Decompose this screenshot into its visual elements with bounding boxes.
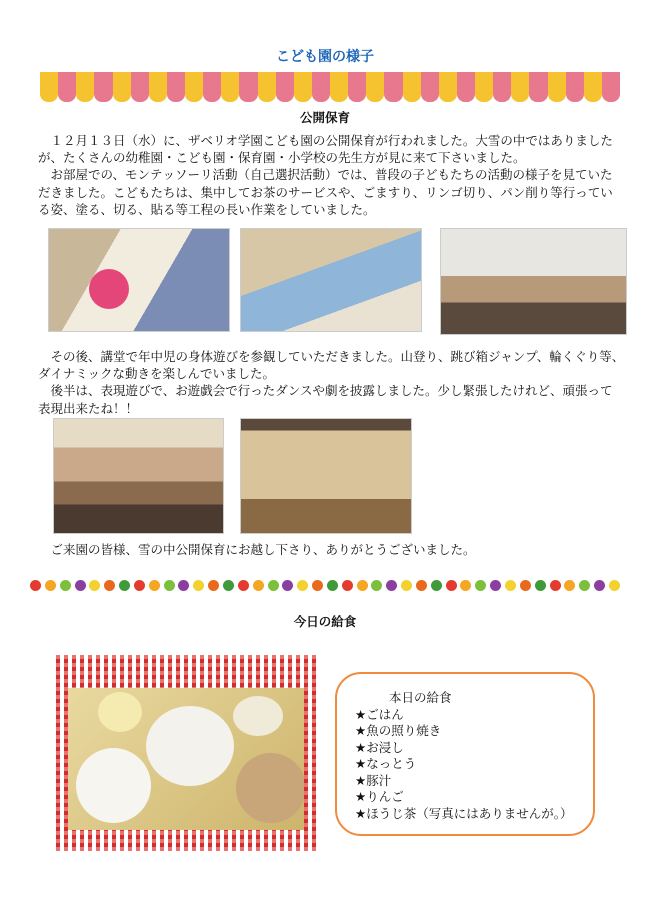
flower-shape bbox=[89, 269, 129, 309]
text-line: １２月１３日（水）に、ザベリオ学園こども園の公開保育が行われました。大雪の中ではありました bbox=[38, 133, 613, 148]
vegetable-icon bbox=[550, 580, 561, 591]
photo-children-activity bbox=[240, 228, 422, 332]
awning-stripe bbox=[76, 72, 94, 102]
vegetable-icon bbox=[223, 580, 234, 591]
vegetable-icon bbox=[327, 580, 338, 591]
photo-children-flowers bbox=[48, 228, 230, 332]
vegetable-icon bbox=[75, 580, 86, 591]
vegetable-icon bbox=[193, 580, 204, 591]
vegetable-icon bbox=[253, 580, 264, 591]
awning-stripe bbox=[203, 72, 221, 102]
lunch-menu-box bbox=[335, 672, 595, 836]
vegetable-icon bbox=[490, 580, 501, 591]
awning-stripe bbox=[330, 72, 348, 102]
text-line: その後、講堂で年中児の身体遊びを参観していただきました。山登り、跳び箱ジャンプ、輪くぐり等、 bbox=[38, 349, 625, 364]
natto-dish bbox=[233, 696, 283, 736]
text-line: ダイナミックな動きを楽しんでいました。 bbox=[38, 366, 276, 382]
awning-stripe bbox=[493, 72, 511, 102]
awning-stripe bbox=[384, 72, 402, 102]
vegetable-icon bbox=[268, 580, 279, 591]
vegetable-icon bbox=[357, 580, 368, 591]
vegetable-icon bbox=[446, 580, 457, 591]
awning-stripe bbox=[475, 72, 493, 102]
vegetable-icon bbox=[594, 580, 605, 591]
vegetable-icon bbox=[60, 580, 71, 591]
text-line: 表現出来たね！！ bbox=[38, 400, 139, 416]
menu-item: ★豚汁 bbox=[355, 772, 392, 788]
soup-bowl bbox=[236, 753, 304, 823]
awning-stripe bbox=[221, 72, 239, 102]
vegetable-icon bbox=[45, 580, 56, 591]
fish-plate bbox=[146, 706, 234, 786]
menu-list bbox=[355, 707, 593, 823]
vegetable-icon bbox=[119, 580, 130, 591]
photo-classroom bbox=[440, 228, 627, 335]
vegetable-icon bbox=[401, 580, 412, 591]
vegetable-icon bbox=[609, 580, 620, 591]
vegetable-icon bbox=[431, 580, 442, 591]
vegetable-icon bbox=[89, 580, 100, 591]
vegetable-icon bbox=[460, 580, 471, 591]
awning-stripe bbox=[94, 72, 112, 102]
vegetable-icon bbox=[238, 580, 249, 591]
vegetable-icon bbox=[535, 580, 546, 591]
text-line: が、たくさんの幼稚園・こども園・保育園・小学校の先生方が見に来て下さいました。 bbox=[38, 150, 526, 166]
paragraph-intro bbox=[38, 132, 613, 218]
vegetable-icon bbox=[564, 580, 575, 591]
menu-item: ★お浸し bbox=[355, 739, 404, 755]
vegetable-icon bbox=[208, 580, 219, 591]
awning-stripe bbox=[149, 72, 167, 102]
vegetable-icon bbox=[297, 580, 308, 591]
vegetable-divider bbox=[30, 576, 620, 594]
awning-stripe bbox=[258, 72, 276, 102]
vegetable-icon bbox=[505, 580, 516, 591]
vegetable-icon bbox=[520, 580, 531, 591]
awning-stripe bbox=[511, 72, 529, 102]
section-heading-open-class: 公開保育 bbox=[299, 110, 350, 125]
vegetable-icon bbox=[134, 580, 145, 591]
vegetable-icon bbox=[579, 580, 590, 591]
awning-stripe bbox=[403, 72, 421, 102]
section-heading-lunch: 今日の給食 bbox=[293, 614, 357, 629]
menu-item: ★ごはん bbox=[355, 706, 404, 722]
menu-item: ★魚の照り焼き bbox=[355, 723, 442, 738]
vegetable-icon bbox=[149, 580, 160, 591]
photo-hall-audience bbox=[53, 418, 224, 534]
menu-item: ★なっとう bbox=[355, 756, 417, 771]
menu-item: ★りんご bbox=[355, 789, 404, 804]
vegetable-icon bbox=[416, 580, 427, 591]
vegetable-icon bbox=[386, 580, 397, 591]
vegetable-icon bbox=[312, 580, 323, 591]
menu-item: ★ほうじ茶（写真にはありませんが。） bbox=[355, 805, 573, 821]
awning-stripe bbox=[366, 72, 384, 102]
awning-stripe bbox=[529, 72, 547, 102]
vegetable-icon bbox=[342, 580, 353, 591]
awning-stripe bbox=[40, 72, 58, 102]
awning-stripe bbox=[185, 72, 203, 102]
awning-stripe bbox=[294, 72, 312, 102]
vegetable-icon bbox=[30, 580, 41, 591]
awning-stripe bbox=[584, 72, 602, 102]
page-title: こども園の様子 bbox=[276, 49, 374, 65]
closing-text: ご来園の皆様、雪の中公開保育にお越し下さり、ありがとうございました。 bbox=[38, 542, 476, 557]
vegetable-icon bbox=[475, 580, 486, 591]
awning-stripe bbox=[566, 72, 584, 102]
apple-dish bbox=[98, 692, 142, 732]
vegetable-icon bbox=[178, 580, 189, 591]
awning-stripe bbox=[348, 72, 366, 102]
vegetable-icon bbox=[282, 580, 293, 591]
text-line: る姿、塗る、切る、貼る等工程の長い作業をしていました。 bbox=[38, 201, 376, 217]
awning-stripe bbox=[239, 72, 257, 102]
awning-stripe bbox=[439, 72, 457, 102]
awning-stripe bbox=[58, 72, 76, 102]
awning-banner bbox=[40, 72, 620, 102]
paragraph-hall bbox=[38, 348, 624, 417]
text-line: 後半は、表現遊びで、お遊戯会で行ったダンスや劇を披露しました。少し緊張したけれど、頑張って bbox=[38, 383, 613, 399]
text-line: だきました。こどもたちは、集中してお茶のサービスや、ごますり、リンゴ切り、パン削り等行ってい bbox=[38, 184, 613, 200]
awning-stripe bbox=[457, 72, 475, 102]
awning-stripe bbox=[276, 72, 294, 102]
rice-bowl bbox=[76, 748, 151, 823]
awning-stripe bbox=[548, 72, 566, 102]
vegetable-icon bbox=[104, 580, 115, 591]
text-line: お部屋での、モンテッソーリ活動（自己選択活動）では、普段の子どもたちの活動の様子を見ていた bbox=[38, 167, 613, 183]
awning-stripe bbox=[167, 72, 185, 102]
awning-stripe bbox=[113, 72, 131, 102]
awning-stripe bbox=[312, 72, 330, 102]
photo-lunch-tray bbox=[68, 688, 304, 830]
menu-title: 本日の給食 bbox=[389, 690, 452, 705]
photo-stage-performance bbox=[240, 418, 412, 534]
vegetable-icon bbox=[371, 580, 382, 591]
awning-stripe bbox=[421, 72, 439, 102]
awning-stripe bbox=[131, 72, 149, 102]
awning-stripe bbox=[602, 72, 620, 102]
vegetable-icon bbox=[164, 580, 175, 591]
